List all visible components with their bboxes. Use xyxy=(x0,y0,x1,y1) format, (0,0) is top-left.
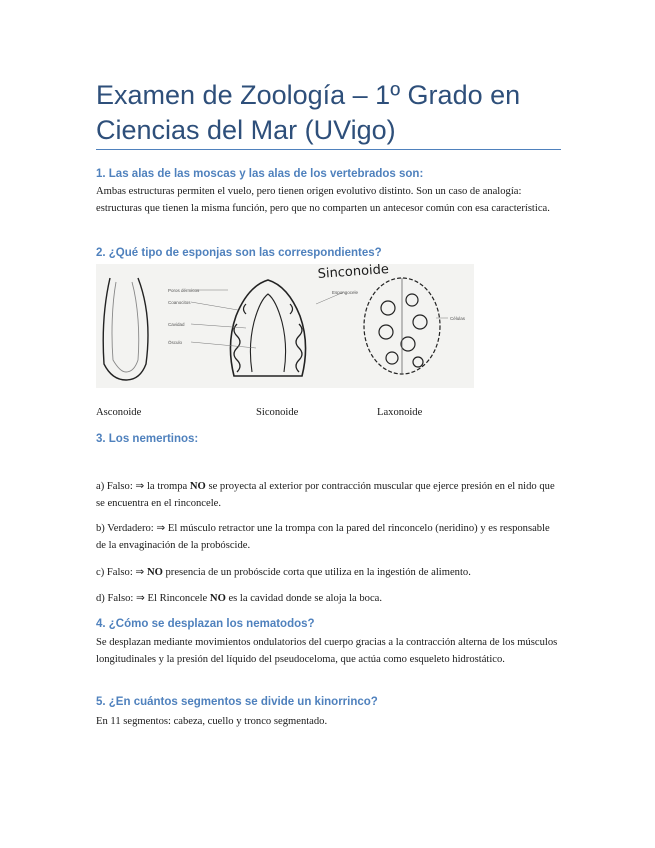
item-b-text: b) Verdadero: ⇒ El músculo retractor une la trompa con la pared del rinconcelo (neridino) y es responsable de la envaginación de la probóscide. xyxy=(96,523,550,551)
item-d-bold: NO xyxy=(209,593,226,604)
question-4-heading: 4. ¿Cómo se desplazan los nematodos? xyxy=(96,618,315,630)
asconoid-sponge-drawing xyxy=(103,278,148,380)
syconoid-sponge-drawing xyxy=(230,280,305,376)
question-3-item-d xyxy=(96,591,561,608)
question-1-heading: 1. Las alas de las moscas y las alas de los vertebrados son: xyxy=(96,168,424,180)
leuconoid-sponge-drawing xyxy=(364,278,440,374)
item-c-rest: presencia de un probóscide corta que utiliza en la ingestión de alimento. xyxy=(162,567,471,578)
handwritten-label: Sinconoide xyxy=(317,264,390,282)
question-4-answer: Se desplazan mediante movimientos ondulatorios del cuerpo gracias a la contracción alterna de los músculos longitudinales y la presión del líquido del pseudoceloma, que actúa como esqueleto hidrostático. xyxy=(96,637,558,665)
item-c-bold: NO xyxy=(146,567,163,578)
caption-asconoide: Asconoide xyxy=(96,407,142,418)
figure-label-3: Cavidad xyxy=(168,322,185,327)
item-d-rest: es la cavidad donde se aloja la boca. xyxy=(225,593,383,604)
question-1-answer: Ambas estructuras permiten el vuelo, pero tienen origen evolutivo distinto. Son un caso de analogía: estructuras que tienen la misma función, pero que no comparten un antecesor común con esa característica. xyxy=(96,186,550,214)
question-3-heading: 3. Los nemertinos: xyxy=(96,433,199,445)
figure-label-1: Poros dérmicos xyxy=(168,288,200,293)
question-2-heading: 2. ¿Qué tipo de esponjas son las correspondientes? xyxy=(96,247,382,259)
question-3-item-c xyxy=(96,565,561,582)
item-a-bold: NO xyxy=(189,481,206,492)
question-3-item-b xyxy=(96,521,561,554)
caption-siconoide: Siconoide xyxy=(256,407,299,418)
question-5-answer: En 11 segmentos: cabeza, cuello y tronco segmentado. xyxy=(96,716,328,727)
question-5-heading: 5. ¿En cuántos segmentos se divide un kinorrinco? xyxy=(96,696,378,708)
sponge-diagram xyxy=(96,264,474,388)
figure-label-4: Ósculo xyxy=(168,340,183,345)
figure-label-2: Coanocitos xyxy=(168,300,191,305)
sponge-diagram-svg xyxy=(96,264,474,388)
page-title: Examen de Zoología – 1º Grado en Ciencias del Mar (UVigo) xyxy=(96,80,521,145)
caption-laxonoide: Laxonoide xyxy=(377,407,423,418)
question-3-item-a xyxy=(96,479,561,512)
title-rule xyxy=(96,149,561,150)
item-c-text: c) Falso: ⇒ xyxy=(96,567,147,578)
item-a-text: a) Falso: ⇒ la trompa xyxy=(96,481,190,492)
figure-label-5: Espongocele xyxy=(332,290,359,295)
figure-label-6: Células xyxy=(450,316,466,321)
item-a-rest: se proyecta al exterior por contracción muscular que ejerce presión en el nido que se encuentra en el rinconcele. xyxy=(96,481,555,509)
item-d-text: d) Falso: ⇒ El Rinconcele xyxy=(96,593,210,604)
